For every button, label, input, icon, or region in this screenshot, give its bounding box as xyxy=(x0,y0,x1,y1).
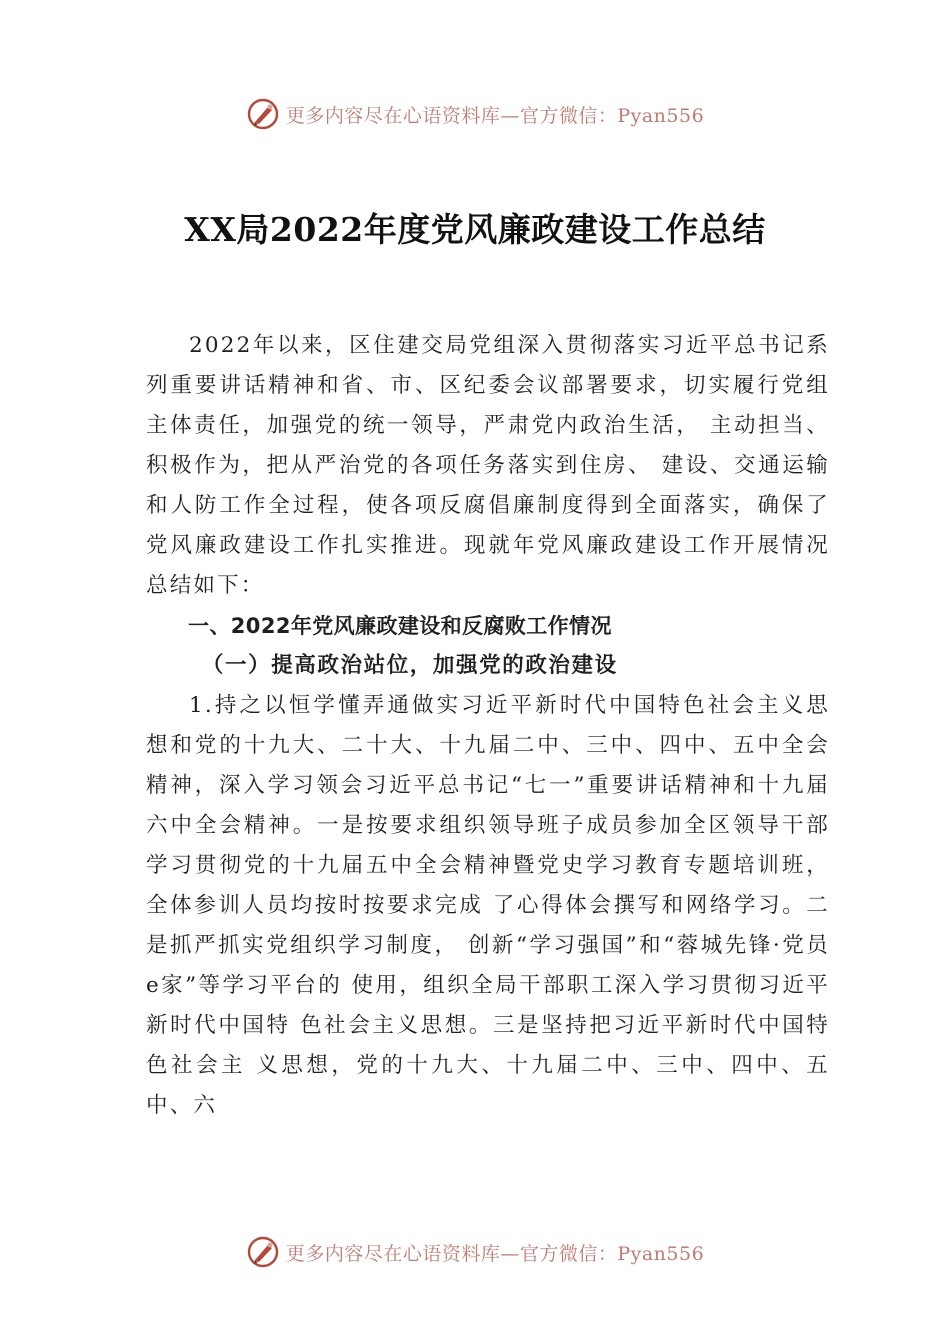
pen-logo-icon xyxy=(246,1235,280,1269)
section-heading-1: 一、2022年党风廉政建设和反腐败工作情况 xyxy=(188,614,612,638)
watermark-text: 更多内容尽在心语资料库—官方微信：Pyan556 xyxy=(285,104,705,127)
item-1-paragraph: 1.持之以恒学懂弄通做实习近平新时代中国特色社会主义思想和党的十九大、二十大、十九届二中、三中、四中、五中全会精神，深入学习领会习近平总书记“七一”重要讲话精神和十九届六中全会精神。一是按要求组织领导班子成员参加全区领导干部学习贯彻党的十九届五中全会精神暨党史学习教育专题培训班，全体参训人员均按时按要求完成 了心得体会撰写和网络学习。二是抓严抓实党组织学习制度， 创新“学习强国”和“蓉城先锋·党员 e家”等学习平台的 使用，组织全局干部职工深入学习贯彻习近平新时代中国特 色社会主义思想。三是坚持把习近平新时代中国特色社会主 义思想，党的十九大、十九届二中、三中、四中、五中、六 xyxy=(146,693,830,1118)
watermark-text: 更多内容尽在心语资料库—官方微信：Pyan556 xyxy=(285,1242,705,1265)
watermark-banner-top xyxy=(0,94,950,134)
document-title: XX局2022年度党风廉政建设工作总结 xyxy=(184,210,766,249)
subsection-heading-1: （一）提高政治站位，加强党的政治建设 xyxy=(201,653,618,678)
intro-paragraph: 2022年以来，区住建交局党组深入贯彻落实习近平总书记系列重要讲话精神和省、市、区纪委会议部署要求，切实履行党组主体责任，加强党的统一领导，严肃党内政治生活， 主动担当、积极作为，把从严治党的各项任务落实到住房、 建设、交通运输和人防工作全过程，使各项反腐倡廉制度得到全面落实，确保了党风廉政建设工作扎实推进。现就年党风廉政建设工作开展情况总结如下： xyxy=(146,333,830,598)
watermark-banner-bottom xyxy=(0,1232,950,1272)
document-body xyxy=(146,326,830,1126)
pen-logo-icon xyxy=(246,97,280,131)
